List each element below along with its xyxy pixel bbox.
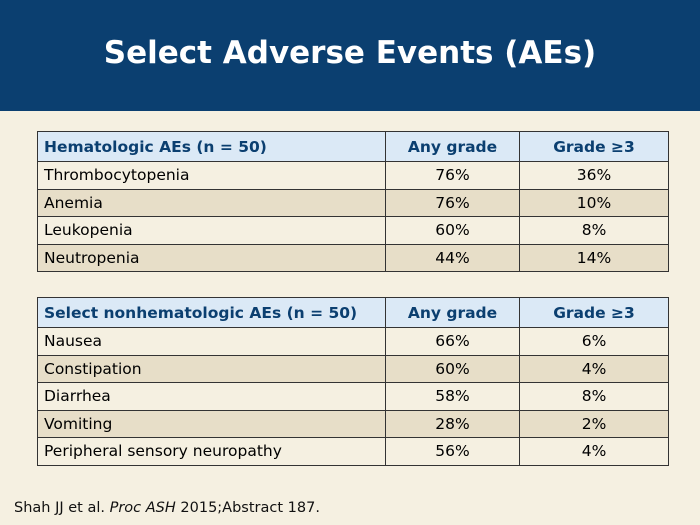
table-row [38, 189, 669, 217]
table-row [38, 410, 669, 438]
ae-name-cell: Leukopenia [38, 217, 386, 245]
any-grade-cell: 66% [386, 328, 520, 356]
column-header-grade-3: Grade ≥3 [520, 298, 669, 328]
ae-name-cell: Neutropenia [38, 244, 386, 272]
slide-header [0, 0, 700, 111]
grade-3-cell: 4% [520, 438, 669, 466]
table-header-row [38, 132, 669, 162]
table-row [38, 383, 669, 411]
table-row [38, 355, 669, 383]
ae-name-cell: Nausea [38, 328, 386, 356]
any-grade-cell: 60% [386, 355, 520, 383]
ae-name-cell: Peripheral sensory neuropathy [38, 438, 386, 466]
grade-3-cell: 8% [520, 383, 669, 411]
citation-journal: Proc ASH [109, 500, 176, 516]
grade-3-cell: 36% [520, 162, 669, 190]
column-header-any-grade: Any grade [386, 298, 520, 328]
citation [14, 500, 320, 516]
column-header-ae: Select nonhematologic AEs (n = 50) [38, 298, 386, 328]
ae-name-cell: Diarrhea [38, 383, 386, 411]
column-header-ae: Hematologic AEs (n = 50) [38, 132, 386, 162]
hematologic-ae-table [37, 131, 669, 272]
column-header-grade-3: Grade ≥3 [520, 132, 669, 162]
any-grade-cell: 44% [386, 244, 520, 272]
grade-3-cell: 2% [520, 410, 669, 438]
table-row [38, 438, 669, 466]
any-grade-cell: 28% [386, 410, 520, 438]
any-grade-cell: 58% [386, 383, 520, 411]
ae-name-cell: Anemia [38, 189, 386, 217]
ae-name-cell: Thrombocytopenia [38, 162, 386, 190]
slide-title: Select Adverse Events (AEs) [103, 34, 597, 71]
table-row [38, 162, 669, 190]
any-grade-cell: 56% [386, 438, 520, 466]
any-grade-cell: 76% [386, 189, 520, 217]
grade-3-cell: 10% [520, 189, 669, 217]
any-grade-cell: 60% [386, 217, 520, 245]
table-header-row [38, 298, 669, 328]
table-row [38, 217, 669, 245]
ae-name-cell: Constipation [38, 355, 386, 383]
grade-3-cell: 6% [520, 328, 669, 356]
grade-3-cell: 8% [520, 217, 669, 245]
table-row [38, 328, 669, 356]
nonhematologic-ae-table [37, 297, 669, 466]
citation-details: 2015;Abstract 187. [175, 500, 320, 516]
any-grade-cell: 76% [386, 162, 520, 190]
citation-authors: Shah JJ et al. [14, 500, 110, 516]
grade-3-cell: 4% [520, 355, 669, 383]
table-row [38, 244, 669, 272]
ae-name-cell: Vomiting [38, 410, 386, 438]
grade-3-cell: 14% [520, 244, 669, 272]
column-header-any-grade: Any grade [386, 132, 520, 162]
